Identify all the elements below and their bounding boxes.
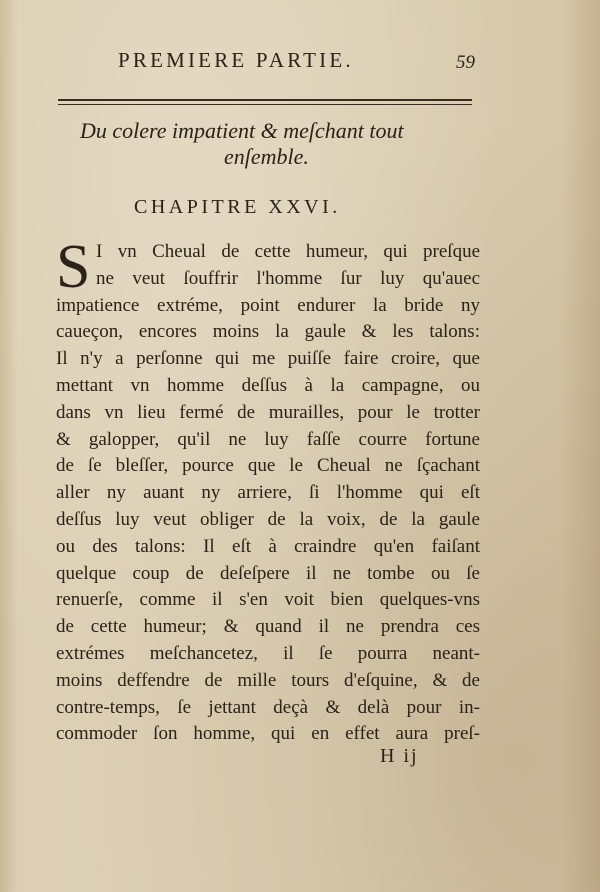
header-rule	[58, 99, 472, 105]
text-line: I vn Cheual de cette humeur, qui preſque	[96, 241, 480, 262]
text-line: mettant vn homme deſſus à la campagne, ou	[56, 374, 480, 396]
text-line: impatience extréme, point endurer la bride ny	[56, 294, 480, 316]
text-line: ne veut ſouffrir l'homme ſur luy qu'auec	[96, 267, 480, 289]
section-title-line-1: Du colere impatient & meſchant tout	[80, 118, 404, 143]
section-title-line-2: enſemble.	[224, 144, 309, 169]
text-line: dans vn lieu fermé de murailles, pour le trotter	[56, 401, 480, 423]
text-line: renuerſe, comme il s'en voit bien quelques-vns	[56, 589, 480, 611]
text-line: aller ny auant ny arriere, ſi l'homme qui eſt	[56, 482, 480, 504]
drop-cap: S	[56, 233, 91, 301]
text-line: quelque coup de deſeſpere il ne tombe ou ſe	[56, 562, 480, 584]
running-head	[0, 48, 600, 78]
text-line: de cette humeur; & quand il ne prendra ces	[56, 616, 480, 638]
body-text	[56, 233, 480, 748]
text-line: contre-temps, ſe jettant deçà & delà pour in-	[56, 696, 480, 718]
text-line: ou des talons: Il eſt à craindre qu'en faiſant	[56, 535, 480, 557]
text-line: caueçon, encores moins la gaule & les talons:	[56, 321, 480, 343]
running-head-title: PREMIERE PARTIE.	[118, 48, 354, 72]
chapter-heading: CHAPITRE XXVI.	[134, 196, 341, 218]
page-number: 59	[456, 52, 475, 73]
text-line: extrémes meſchancetez, il ſe pourra neant-	[56, 642, 480, 664]
signature-mark: H ij	[380, 745, 419, 767]
text-line: & galopper, qu'il ne luy faſſe courre fortune	[56, 428, 480, 450]
text-line: de ſe bleſſer, pource que le Cheual ne ſçachant	[56, 455, 480, 477]
text-line: moins deffendre de mille tours d'eſquine, & de	[56, 669, 480, 691]
text-line: commoder ſon homme, qui en effet aura preſ-	[56, 723, 480, 745]
text-line: Il n'y a perſonne qui me puiſſe faire croire, que	[56, 348, 480, 370]
text-line: deſſus luy veut obliger de la voix, de la gaule	[56, 508, 480, 530]
section-title	[80, 118, 500, 170]
